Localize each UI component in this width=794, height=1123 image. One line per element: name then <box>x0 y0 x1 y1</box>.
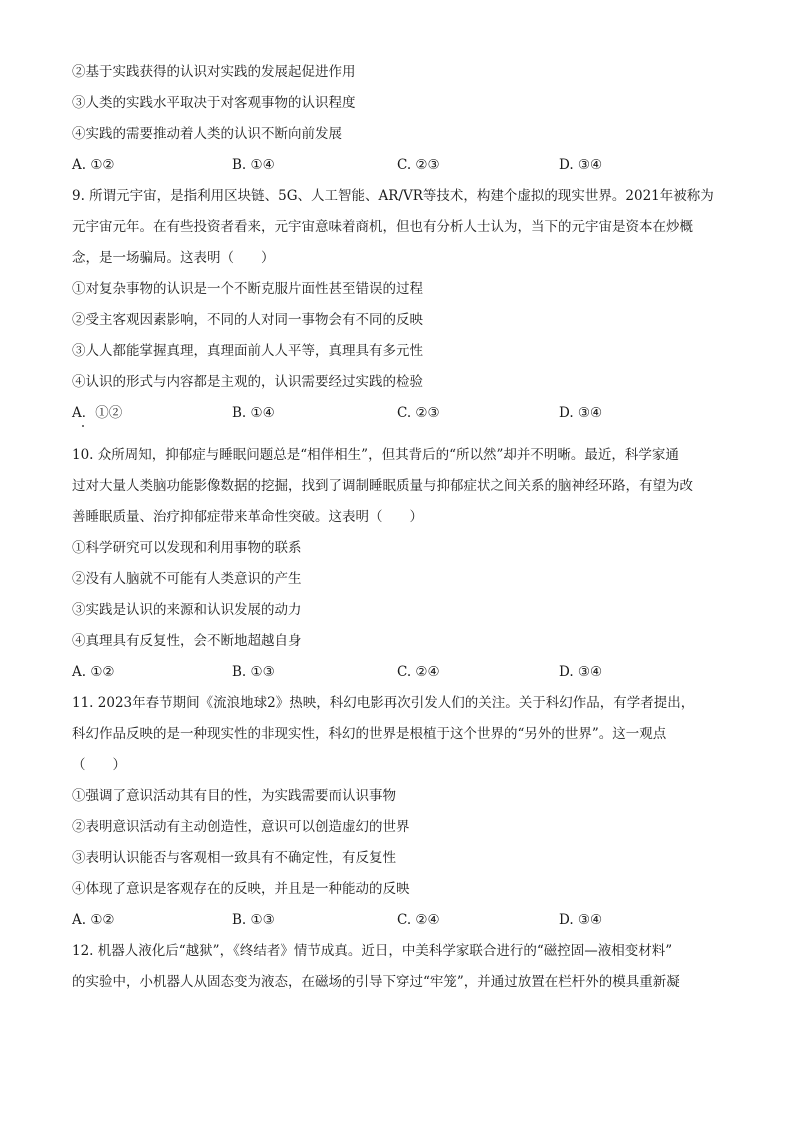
q11-stem-line-2: 科幻作品反映的是一种现实性的非现实性，科幻的世界是根植于这个世界的“另外的世界”。这一观点 <box>72 726 667 742</box>
q10-option-a: A. ①② <box>72 664 115 680</box>
question-11 <box>72 693 722 930</box>
question-12 <box>72 941 722 992</box>
q10-option-c: C. ②④ <box>397 664 440 680</box>
q9-item-4: ④认识的形式与内容都是主观的，认识需要经过实践的检验 <box>72 374 423 390</box>
q11-item-2: ②表明意识活动有主动创造性，意识可以创造虚幻的世界 <box>72 819 410 835</box>
q11-item-1: ①强调了意识活动其有目的性，为实践需要而认识事物 <box>72 788 396 804</box>
q8-item-2: ②基于实践获得的认识对实践的发展起促进作用 <box>72 64 356 80</box>
q10-stem-line-1: 10. 众所周知，抑郁症与睡眠问题总是“相伴相生”，但其背后的“所以然”却并不明晰。最近，科学家通 <box>72 447 679 463</box>
q10-options <box>72 662 722 682</box>
q9-stem-line-1: 9. 所谓元宇宙，是指利用区块链、5G、人工智能、AR/VR等技术，构建个虚拟的现实世界。2021年被称为 <box>72 188 714 204</box>
q11-option-b: B. ①③ <box>232 912 275 928</box>
q9-item-3: ③人人都能掌握真理，真理面前人人平等，真理具有多元性 <box>72 343 423 359</box>
q8-option-a: A. ①② <box>72 157 115 173</box>
q11-item-3: ③表明认识能否与客观相一致具有不确定性，有反复性 <box>72 850 396 866</box>
q8-option-b: B. ①④ <box>232 157 275 173</box>
q9-stem-line-3: 念，是一场骗局。这表明（ ） <box>72 250 275 266</box>
q8-item-4: ④实践的需要推动着人类的认识不断向前发展 <box>72 126 342 142</box>
q10-item-4: ④真理具有反复性，会不断地超越自身 <box>72 633 302 649</box>
q8-option-d: D. ③④ <box>559 157 603 173</box>
q8-options <box>72 155 722 175</box>
q11-stem-line-1: 11. 2023年春节期间《流浪地球2》热映，科幻电影再次引发人们的关注。关于科幻作品，有学者提出， <box>72 695 695 711</box>
q11-option-c: C. ②④ <box>397 912 440 928</box>
exam-page <box>72 62 722 992</box>
question-9 <box>72 186 722 433</box>
q11-item-4: ④体现了意识是客观存在的反映，并且是一种能动的反映 <box>72 881 410 897</box>
q11-stem-line-3: （ ） <box>72 757 126 773</box>
q9-option-c: C. ②③ <box>397 405 440 421</box>
question-10 <box>72 445 722 682</box>
q9-option-d: D. ③④ <box>559 405 603 421</box>
q8-option-c: C. ②③ <box>397 157 440 173</box>
q8-item-3: ③人类的实践水平取决于对客观事物的认识程度 <box>72 95 356 111</box>
q10-option-d: D. ③④ <box>559 664 603 680</box>
q10-item-1: ①科学研究可以发现和利用事物的联系 <box>72 540 302 556</box>
stray-mark <box>72 423 722 433</box>
q12-stem-line-2: 的实验中，小机器人从固态变为液态，在磁场的引导下穿过“牢笼”，并通过放置在栏杆外的模具重新凝 <box>72 974 680 990</box>
q9-option-a: A．①② <box>72 405 123 421</box>
q11-option-a: A. ①② <box>72 912 115 928</box>
q9-item-2: ②受主客观因素影响，不同的人对同一事物会有不同的反映 <box>72 312 423 328</box>
q9-option-b: B. ①④ <box>232 405 275 421</box>
q10-item-2: ②没有人脑就不可能有人类意识的产生 <box>72 571 302 587</box>
q9-stem-line-2: 元宇宙元年。在有些投资者看来，元宇宙意味着商机，但也有分析人士认为，当下的元宇宙是资本在炒概 <box>72 219 693 235</box>
q10-item-3: ③实践是认识的来源和认识发展的动力 <box>72 602 302 618</box>
q10-stem-line-2: 过对大量人类脑功能影像数据的挖掘，找到了调制睡眠质量与抑郁症状之间关系的脑神经环路，有望为改 <box>72 478 693 494</box>
q11-options <box>72 910 722 930</box>
q9-item-1: ①对复杂事物的认识是一个不断克服片面性甚至错误的过程 <box>72 281 423 297</box>
question-8 <box>72 62 722 175</box>
q11-option-d: D. ③④ <box>559 912 603 928</box>
q12-stem-line-1: 12. 机器人液化后“越狱”，《终结者》情节成真。近日，中美科学家联合进行的“磁控固—液相变材料” <box>72 943 673 959</box>
q9-options <box>72 403 722 423</box>
q10-option-b: B. ①③ <box>232 664 275 680</box>
q10-stem-line-3: 善睡眠质量、治疗抑郁症带来革命性突破。这表明（ ） <box>72 509 423 525</box>
